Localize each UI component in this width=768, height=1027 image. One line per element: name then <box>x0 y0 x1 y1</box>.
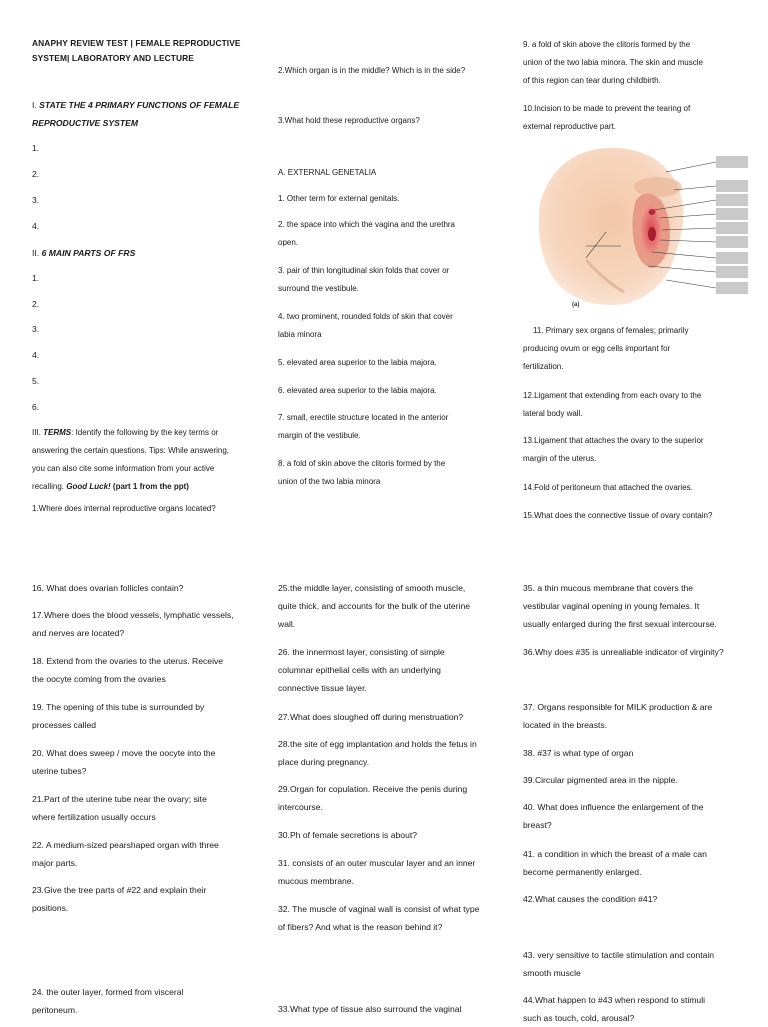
good-luck-text: Good Luck! <box>66 482 111 491</box>
question-44 <box>523 991 748 1027</box>
s1-item-3: 3. <box>32 195 40 205</box>
mons-shading <box>634 177 682 197</box>
question-31-line-1: 31. consists of an outer muscular layer and an inner <box>278 858 476 868</box>
anatomy-figure <box>526 142 748 310</box>
question-43 <box>523 946 748 982</box>
question-27: 27.What does sloughed off during menstruation? <box>278 712 464 722</box>
section-3-intro-line-2: answering the certain questions. Tips: While answering, <box>32 446 229 455</box>
title-line-1: ANAPHY REVIEW TEST | FEMALE REPRODUCTIVE <box>32 38 241 48</box>
question-31-line-2: mucous membrane. <box>278 876 354 886</box>
question-36: 36.Why does #35 is unrealiable indicator of virginity? <box>523 647 724 657</box>
question-18 <box>32 652 247 688</box>
question-19-line-1: 19. The opening of this tube is surrounded by <box>32 702 205 712</box>
s2-item-3: 3. <box>32 324 40 334</box>
question-35-line-2: vestibular vaginal opening in young females. It <box>523 601 700 611</box>
question-12-line-2: lateral body wall. <box>523 409 583 418</box>
question-13-line-1: 13.Ligament that attaches the ovary to the superior <box>523 436 704 445</box>
question-32-line-2: of fibers? And what is the reason behind it? <box>278 922 443 932</box>
question-43-line-1: 43. very sensitive to tactile stimulation and contain <box>523 950 715 960</box>
question-11-line-1: 11. Primary sex organs of females; primarily <box>533 326 689 335</box>
question-21-line-1: 21.Part of the uterine tube near the ovary; site <box>32 794 207 804</box>
question-26-line-1: 26. the innermost layer, consisting of simple <box>278 647 445 657</box>
item-a9 <box>523 36 748 90</box>
question-22-line-1: 22. A medium-sized pearshaped organ with three <box>32 840 219 850</box>
question-28-line-1: 28.the site of egg implantation and holds the fetus in <box>278 739 477 749</box>
s1-item-4: 4. <box>32 221 40 231</box>
vaginal-orifice <box>648 227 656 241</box>
question-32 <box>278 900 496 936</box>
item-a10-line-1: 10.Incision to be made to prevent the tearing of <box>523 104 691 113</box>
question-11 <box>523 322 748 340</box>
s2-item-5: 5. <box>32 376 40 386</box>
question-37-line-2: located in the breasts. <box>523 720 608 730</box>
item-a2 <box>278 216 496 252</box>
question-33: 33.What type of tissue also surround the vaginal <box>278 1004 462 1014</box>
question-13-line-2: margin of the uterus. <box>523 454 597 463</box>
question-42: 42.What causes the condition #41? <box>523 894 658 904</box>
section-2-prefix: II. <box>32 248 42 258</box>
question-24-line-2: peritoneum. <box>32 1005 78 1015</box>
section-2-heading-text: 6 MAIN PARTS OF FRS <box>41 248 136 258</box>
item-a7-line-1: 7. small, erectile structure located in the anterior <box>278 413 449 422</box>
question-3: 3.What hold these reproductive organs? <box>278 116 420 125</box>
question-23-line-2: positions. <box>32 903 69 913</box>
question-25-line-2: quite thick, and accounts for the bulk of the uterine <box>278 601 471 611</box>
question-38: 38. #37 is what type of organ <box>523 748 634 758</box>
s2-item-1: 1. <box>32 273 40 283</box>
question-35-line-1: 35. a thin mucous membrane that covers the <box>523 583 694 593</box>
question-12-line-1: 12.Ligament that extending from each ovary to the <box>523 391 702 400</box>
question-13 <box>523 432 748 468</box>
item-a2-line-2: open. <box>278 238 299 247</box>
question-41 <box>523 845 748 881</box>
page-title <box>32 36 247 66</box>
section-3-intro-line-4: recalling. <box>32 482 67 491</box>
question-32-line-1: 32. The muscle of vaginal wall is consist of what type <box>278 904 480 914</box>
item-a7 <box>278 409 496 445</box>
item-a8 <box>278 455 496 491</box>
item-a3 <box>278 262 496 298</box>
section-1-heading-line-2: REPRODUCTIVE SYSTEM <box>32 118 139 128</box>
question-25 <box>278 579 496 633</box>
question-17-line-1: 17.Where does the blood vessels, lymphatic vessels, <box>32 610 234 620</box>
question-41-line-2: become permanently enlarged. <box>523 867 642 877</box>
question-29 <box>278 780 496 816</box>
item-a10-line-2: external reproductive part. <box>523 122 616 131</box>
section-1-heading-line-1: STATE THE 4 PRIMARY FUNCTIONS OF FEMALE <box>39 100 240 110</box>
question-15: 15.What does the connective tissue of ovary contain? <box>523 511 713 520</box>
question-20 <box>32 744 247 780</box>
section-3-intro-line-3: you can also cite some information from your active <box>32 464 215 473</box>
question-37 <box>523 698 748 734</box>
item-a8-line-2: union of the two labia minora <box>278 477 381 486</box>
part-note: (part 1 from the ppt) <box>110 482 189 491</box>
question-43-line-2: smooth muscle <box>523 968 581 978</box>
item-a5: 5. elevated area superior to the labia majora. <box>278 358 437 367</box>
question-26-line-3: connective tissue layer. <box>278 683 367 693</box>
item-a3-line-1: 3. pair of thin longitudinal skin folds that cover or <box>278 266 450 275</box>
question-18-line-1: 18. Extend from the ovaries to the uterus. Receive <box>32 656 224 666</box>
question-39: 39.Circular pigmented area in the nipple. <box>523 775 678 785</box>
terms-label: TERMS <box>43 428 72 437</box>
question-28-line-2: place during pregnancy. <box>278 757 370 767</box>
question-16: 16. What does ovarian follicles contain? <box>32 583 184 593</box>
section-3-intro-line-1: : Identify the following by the key terms or <box>71 428 219 437</box>
item-a8-line-1: 8. a fold of skin above the clitoris formed by the <box>278 459 446 468</box>
title-line-2: SYSTEM| LABORATORY AND LECTURE <box>32 53 194 63</box>
question-25-line-3: wall. <box>278 619 296 629</box>
question-31 <box>278 854 496 890</box>
item-a1: 1. Other term for external genitals. <box>278 194 400 203</box>
question-44-line-2: such as touch, cold, arousal? <box>523 1013 635 1023</box>
section-3-prefix: III. <box>32 428 44 437</box>
question-19 <box>32 698 247 734</box>
question-30: 30.Ph of female secretions is about? <box>278 830 418 840</box>
item-a7-line-2: margin of the vestibule. <box>278 431 361 440</box>
item-a9-line-3: of this region can tear during childbirth. <box>523 76 661 85</box>
external-genitalia-diagram <box>526 142 748 310</box>
question-24 <box>32 983 247 1019</box>
section-2-heading <box>32 244 247 262</box>
figure-label: (a) <box>572 302 580 308</box>
question-26-line-2: columnar epithelial cells with an underlying <box>278 665 441 675</box>
question-40-line-2: breast? <box>523 820 552 830</box>
question-26 <box>278 643 496 697</box>
question-28 <box>278 735 496 771</box>
question-18-line-2: the oocyte coming from the ovaries <box>32 674 166 684</box>
question-37-line-1: 37. Organs responsible for MILK production & are <box>523 702 713 712</box>
question-12 <box>523 387 748 423</box>
item-a4-line-2: labia minora <box>278 330 322 339</box>
question-20-line-1: 20. What does sweep / move the oocyte into the <box>32 748 216 758</box>
s2-item-2: 2. <box>32 299 40 309</box>
question-40-line-1: 40. What does influence the enlargement of the <box>523 802 704 812</box>
question-21-line-2: where fertilization usually occurs <box>32 812 156 822</box>
question-19-line-2: processes called <box>32 720 97 730</box>
question-21 <box>32 790 247 826</box>
question-25-line-1: 25.the middle layer, consisting of smooth muscle, <box>278 583 466 593</box>
question-44-line-1: 44.What happen to #43 when respond to stimuli <box>523 995 706 1005</box>
item-a3-line-2: surround the vestibule. <box>278 284 359 293</box>
s2-item-6: 6. <box>32 402 40 412</box>
question-23 <box>32 881 247 917</box>
question-41-line-1: 41. a condition in which the breast of a male can <box>523 849 707 859</box>
question-29-line-1: 29.Organ for copulation. Receive the penis during <box>278 784 468 794</box>
question-1: 1.Where does internal reproductive organs located? <box>32 504 216 513</box>
s1-item-1: 1. <box>32 143 40 153</box>
question-22-line-2: major parts. <box>32 858 78 868</box>
question-35 <box>523 579 748 633</box>
section-3-intro <box>32 424 247 496</box>
section-a-heading: A. EXTERNAL GENETALIA <box>278 168 377 177</box>
item-a4 <box>278 308 496 344</box>
item-a9-line-1: 9. a fold of skin above the clitoris formed by the <box>523 40 691 49</box>
question-35-line-3: usually enlarged during the first sexual intercourse. <box>523 619 717 629</box>
question-17 <box>32 606 247 642</box>
question-29-line-2: intercourse. <box>278 802 323 812</box>
question-40 <box>523 798 748 834</box>
question-11-cont <box>523 340 748 376</box>
question-24-line-1: 24. the outer layer, formed from visceral <box>32 987 184 997</box>
item-a2-line-1: 2. the space into which the vagina and the urethra <box>278 220 456 229</box>
question-2: 2.Which organ is in the middle? Which is in the side? <box>278 66 466 75</box>
question-17-line-2: and nerves are located? <box>32 628 125 638</box>
item-a10 <box>523 100 748 136</box>
question-14: 14.Fold of peritoneum that attached the ovaries. <box>523 483 693 492</box>
question-11-line-3: fertilization. <box>523 362 564 371</box>
question-20-line-2: uterine tubes? <box>32 766 87 776</box>
section-1-prefix: I. <box>32 100 40 110</box>
question-22 <box>32 836 247 872</box>
question-11-line-2: producing ovum or egg cells important for <box>523 344 671 353</box>
question-23-line-1: 23.Give the tree parts of #22 and explain their <box>32 885 207 895</box>
section-1-heading <box>32 96 247 132</box>
s1-item-2: 2. <box>32 169 40 179</box>
s2-item-4: 4. <box>32 350 40 360</box>
item-a6: 6. elevated area superior to the labia majora. <box>278 386 437 395</box>
item-a4-line-1: 4. two prominent, rounded folds of skin that cover <box>278 312 453 321</box>
item-a9-line-2: union of the two labia minora. The skin and muscle <box>523 58 703 67</box>
